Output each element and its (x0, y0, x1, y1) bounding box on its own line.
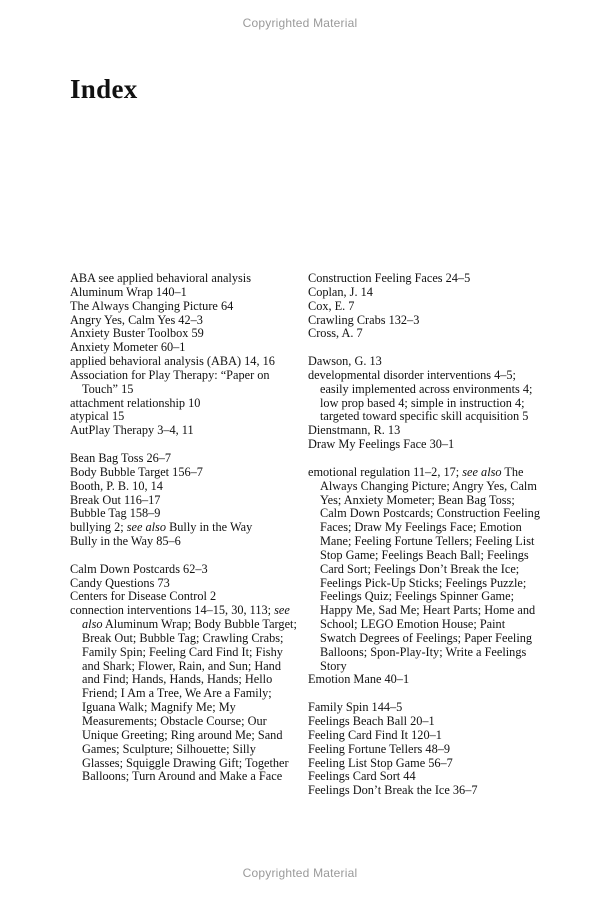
index-entry: Candy Questions 73 (70, 575, 170, 590)
copyright-watermark-bottom: Copyrighted Material (242, 866, 358, 880)
index-column-left (70, 272, 298, 798)
index-entry: ABA see applied behavioral analysis (70, 271, 251, 285)
index-group-f (308, 701, 540, 798)
page-title: Index (70, 74, 138, 104)
index-entry: Draw My Feelings Face 30–1 (308, 437, 455, 452)
index-entry: Feeling List Stop Game 56–7 (308, 755, 453, 770)
index-group-a (70, 272, 298, 438)
index-entry: Bully in the Way 85–6 (70, 534, 181, 549)
index-entry: attachment relationship 10 (70, 395, 201, 410)
index-entry: Cross, A. 7 (308, 326, 363, 341)
index-entry: bullying 2; see also Bully in the Way (70, 520, 253, 535)
index-entry: Feeling Card Find It 120–1 (308, 727, 442, 742)
index-entry: Booth, P. B. 10, 14 (70, 478, 163, 493)
index-entry: Aluminum Wrap 140–1 (70, 284, 187, 299)
index-column-right (308, 272, 540, 812)
index-entry: Construction Feeling Faces 24–5 (308, 271, 471, 285)
index-entry: Emotion Mane 40–1 (308, 672, 410, 687)
index-entry: Crawling Crabs 132–3 (308, 312, 420, 327)
index-entry: Dienstmann, R. 13 (308, 423, 401, 438)
index-entry: Dawson, G. 13 (308, 354, 382, 369)
index-entry: Calm Down Postcards 62–3 (70, 561, 208, 576)
index-entry: Cox, E. 7 (308, 298, 355, 313)
index-entry: Feelings Don’t Break the Ice 36–7 (308, 783, 478, 798)
index-entry: Anxiety Mometer 60–1 (70, 340, 186, 355)
index-group-d (308, 355, 540, 452)
index-entry: Bean Bag Toss 26–7 (70, 450, 172, 465)
index-entry: applied behavioral analysis (ABA) 14, 16 (70, 354, 275, 369)
index-entry: Angry Yes, Calm Yes 42–3 (70, 312, 203, 327)
index-entry: developmental disorder interventions 4–5; easily implemented across environments 4; low prop based 4; simple in instruction 4; targeted toward specific skill acquisition 5 (308, 367, 533, 424)
index-group-c (70, 563, 298, 785)
index-group-b (70, 452, 298, 549)
index-entry: Association for Play Therapy: “Paper on Touch” 15 (70, 367, 270, 396)
index-entry: connection interventions 14–15, 30, 113; see also Aluminum Wrap; Body Bubble Target; Break Out; Bubble Tag; Crawling Crabs; Family Spin; Feeling Card Find It; Fishy and Shark; Flower, Rain, and Sun; Hand and Find; Hands, Hands, Hands; Hello Friend; I Am a Tree, We Are a Family; Iguana Walk; Magnify Me; My Measurements; Obstacle Course; Our Unique Greeting; Ring around Me; Sand Games; Sculpture; Silhouette; Silly Glasses; Squiggle Drawing Gift; Together Balloons; Turn Around and Make a Face (70, 603, 297, 784)
index-entry: Feeling Fortune Tellers 48–9 (308, 741, 451, 756)
index-entry: Feelings Card Sort 44 (308, 769, 416, 784)
index-entry: Family Spin 144–5 (308, 700, 403, 715)
index-entry: emotional regulation 11–2, 17; see also The Always Changing Picture; Angry Yes, Calm Yes; Anxiety Mometer; Bean Bag Toss; Calm Down Postcards; Construction Feeling Faces; Draw My Feelings Face; Emotion Mane; Feeling Fortune Tellers; Feeling List Stop Game; Feelings Beach Ball; Feelings Card Sort; Feelings Don’t Break the Ice; Feelings Pick-Up Sticks; Feelings Puzzle; Feelings Quiz; Feelings Spinner Game; Happy Me, Sad Me; Heart Parts; Home and School; LEGO Emotion House; Paint Swatch Degrees of Feelings; Paper Feeling Balloons; Spon-Play-Ity; Write a Feelings Story (308, 464, 540, 673)
index-group-c-continued (308, 272, 540, 341)
index-entry: Body Bubble Target 156–7 (70, 464, 203, 479)
index-entry: Coplan, J. 14 (308, 284, 373, 299)
index-entry: Centers for Disease Control 2 (70, 589, 217, 604)
index-entry: Break Out 116–17 (70, 492, 161, 507)
index-entry: Bubble Tag 158–9 (70, 506, 161, 521)
index-group-e (308, 466, 540, 688)
index-entry: The Always Changing Picture 64 (70, 298, 234, 313)
copyright-watermark-top: Copyrighted Material (242, 16, 358, 30)
index-entry: atypical 15 (70, 409, 125, 424)
index-entry: Anxiety Buster Toolbox 59 (70, 326, 204, 341)
index-entry: Feelings Beach Ball 20–1 (308, 714, 435, 728)
index-entry: AutPlay Therapy 3–4, 11 (70, 423, 194, 438)
